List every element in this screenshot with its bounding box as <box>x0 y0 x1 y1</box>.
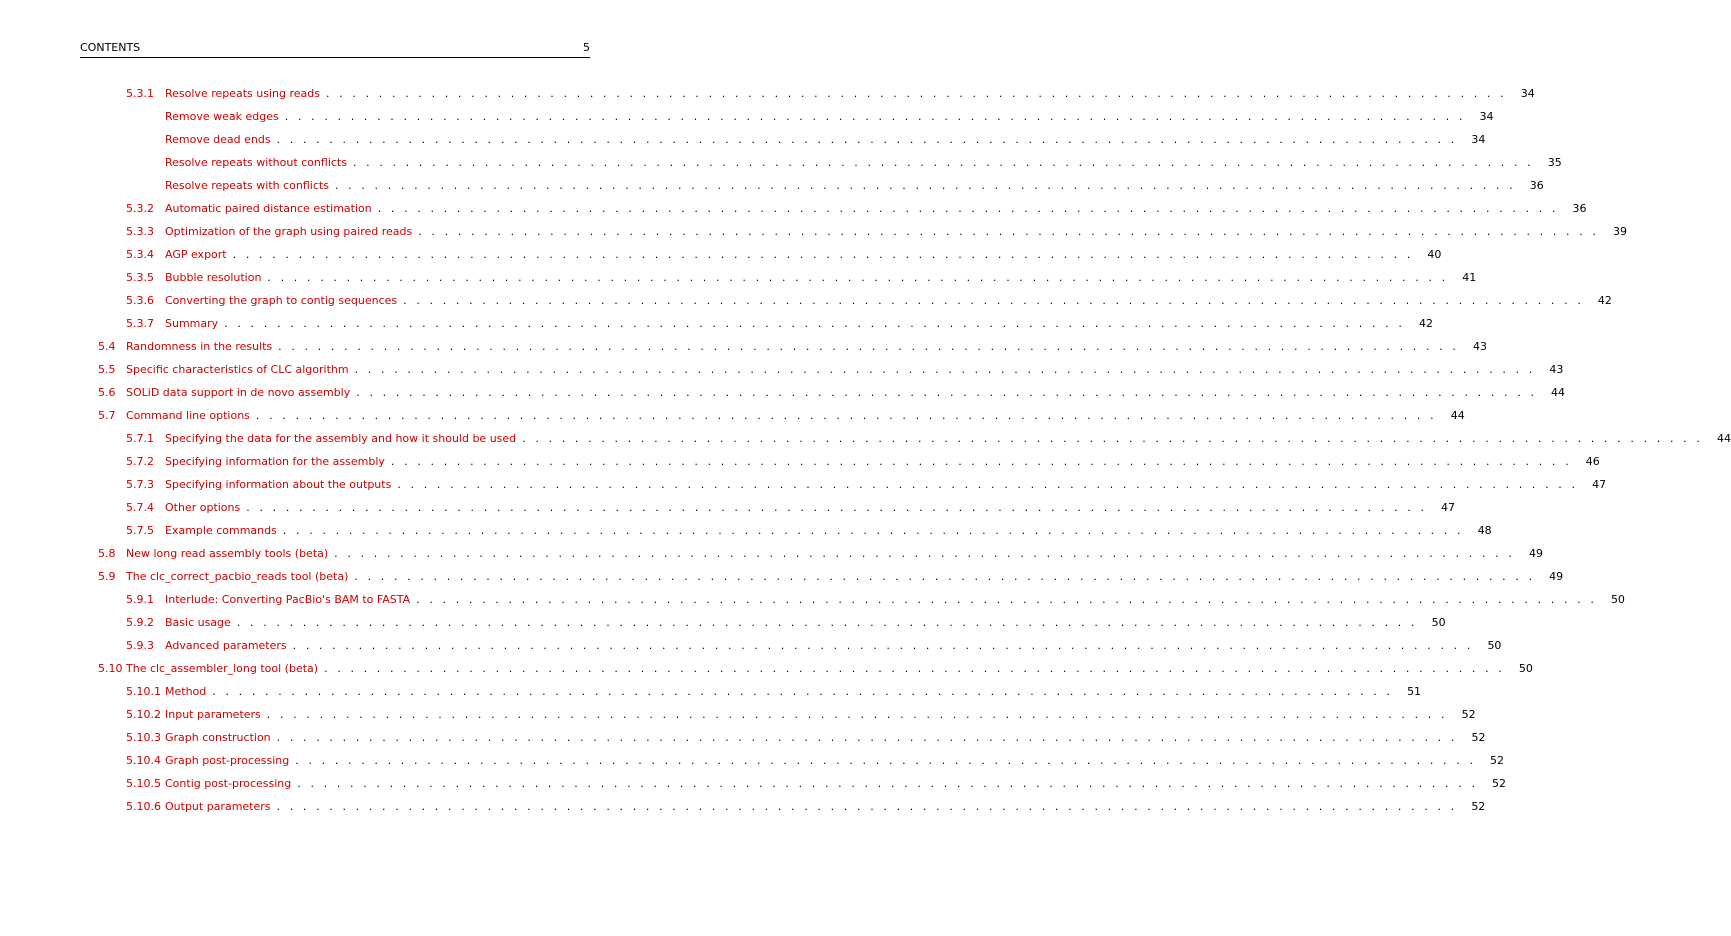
toc-entry-title: AGP export <box>165 248 227 261</box>
toc-entry-page: 50 <box>1487 639 1502 652</box>
toc-entry-title: Graph post-processing <box>165 754 290 767</box>
toc-entry-title: Command line options <box>126 409 250 422</box>
toc-entry-title: Graph construction <box>165 731 271 744</box>
toc-entry-title: The clc_assembler_long tool (beta) <box>126 662 319 675</box>
toc-entry-page: 52 <box>1471 731 1486 744</box>
toc-entry-number: 5.3.2 <box>126 202 154 215</box>
toc-entry-title: Contig post-processing <box>165 777 292 790</box>
toc-entry-number: 5.10.4 <box>126 754 161 767</box>
toc-entry-page: 43 <box>1549 363 1564 376</box>
toc-dot-leader: . . . . . . . . . . . . . . . . . . . . . . . . . . . . . . . . . . . . . . . . . . . . . . . . . . . . . . . . . . . . . . . . . . . . . . . . . . . . . . . . . . . . . . . . . . <box>212 685 1394 698</box>
toc-entry-title: Basic usage <box>165 616 231 629</box>
toc-entry[interactable] <box>98 546 1543 562</box>
toc-entry-number: 5.3.6 <box>126 294 154 307</box>
toc-dot-leader: . . . . . . . . . . . . . . . . . . . . . . . . . . . . . . . . . . . . . . . . . . . . . . . . . . . . . . . . . . . . . . . . . . . . . . . . . . . . . . . . . . . . . . . . . . <box>418 225 1600 238</box>
toc-dot-leader: . . . . . . . . . . . . . . . . . . . . . . . . . . . . . . . . . . . . . . . . . . . . . . . . . . . . . . . . . . . . . . . . . . . . . . . . . . . . . . . . . . . . . . . . . . <box>326 87 1507 100</box>
toc-dot-leader: . . . . . . . . . . . . . . . . . . . . . . . . . . . . . . . . . . . . . . . . . . . . . . . . . . . . . . . . . . . . . . . . . . . . . . . . . . . . . . . . . . . . . . . . . . <box>224 317 1405 330</box>
toc-entry[interactable] <box>126 799 1486 815</box>
toc-dot-leader: . . . . . . . . . . . . . . . . . . . . . . . . . . . . . . . . . . . . . . . . . . . . . . . . . . . . . . . . . . . . . . . . . . . . . . . . . . . . . . . . . . . . . . . . . . <box>295 754 1477 767</box>
toc-entry-number: 5.3.5 <box>126 271 154 284</box>
toc-entry-title: Bubble resolution <box>165 271 262 284</box>
toc-entry-number: 5.9.1 <box>126 593 154 606</box>
toc-dot-leader: . . . . . . . . . . . . . . . . . . . . . . . . . . . . . . . . . . . . . . . . . . . . . . . . . . . . . . . . . . . . . . . . . . . . . . . . . . . . . . . . . . . . . . . . . . <box>354 363 1536 376</box>
toc-entry[interactable] <box>98 339 1487 355</box>
toc-dot-leader: . . . . . . . . . . . . . . . . . . . . . . . . . . . . . . . . . . . . . . . . . . . . . . . . . . . . . . . . . . . . . . . . . . . . . . . . . . . . . . . . . . . . . . . . . . <box>255 409 1437 422</box>
toc-dot-leader: . . . . . . . . . . . . . . . . . . . . . . . . . . . . . . . . . . . . . . . . . . . . . . . . . . . . . . . . . . . . . . . . . . . . . . . . . . . . . . . . . . . . . . . . . . <box>352 156 1534 169</box>
toc-entry-number: 5.7.4 <box>126 501 154 514</box>
toc-dot-leader: . . . . . . . . . . . . . . . . . . . . . . . . . . . . . . . . . . . . . . . . . . . . . . . . . . . . . . . . . . . . . . . . . . . . . . . . . . . . . . . . . . . . . . . . . . <box>236 616 1418 629</box>
toc-entry[interactable] <box>126 638 1502 654</box>
toc-dot-leader: . . . . . . . . . . . . . . . . . . . . . . . . . . . . . . . . . . . . . . . . . . . . . . . . . . . . . . . . . . . . . . . . . . . . . . . . . . . . . . . . . . . . . . . . . . <box>276 731 1458 744</box>
toc-entry-number: 5.7.1 <box>126 432 154 445</box>
toc-entry[interactable] <box>126 684 1422 700</box>
toc-entry-page: 40 <box>1427 248 1442 261</box>
toc-entry-title: Specific characteristics of CLC algorithm <box>126 363 349 376</box>
toc-entry-number: 5.8 <box>98 547 116 560</box>
toc-entry-page: 52 <box>1492 777 1507 790</box>
toc-entry-number: 5.3.4 <box>126 248 154 261</box>
toc-entry-title: Method <box>165 685 207 698</box>
toc-entry[interactable] <box>126 592 1625 608</box>
toc-entry[interactable] <box>165 155 1562 171</box>
toc-entry[interactable] <box>126 431 1731 447</box>
toc-dot-leader: . . . . . . . . . . . . . . . . . . . . . . . . . . . . . . . . . . . . . . . . . . . . . . . . . . . . . . . . . . . . . . . . . . . . . . . . . . . . . . . . . . . . . . . . . . <box>276 800 1458 813</box>
toc-dot-leader: . . . . . . . . . . . . . . . . . . . . . . . . . . . . . . . . . . . . . . . . . . . . . . . . . . . . . . . . . . . . . . . . . . . . . . . . . . . . . . . . . . . . . . . . . . <box>397 478 1579 491</box>
toc-entry-page: 43 <box>1472 340 1487 353</box>
toc-entry-number: 5.3.3 <box>126 225 154 238</box>
toc-entry-title: Interlude: Converting PacBio's BAM to FASTA <box>165 593 411 606</box>
toc-entry-page: 52 <box>1461 708 1476 721</box>
toc-dot-leader: . . . . . . . . . . . . . . . . . . . . . . . . . . . . . . . . . . . . . . . . . . . . . . . . . . . . . . . . . . . . . . . . . . . . . . . . . . . . . . . . . . . . . . . . . . <box>354 570 1536 583</box>
toc-dot-leader: . . . . . . . . . . . . . . . . . . . . . . . . . . . . . . . . . . . . . . . . . . . . . . . . . . . . . . . . . . . . . . . . . . . . . . . . . . . . . . . . . . . . . . . . . . <box>282 524 1464 537</box>
toc-entry-page: 44 <box>1450 409 1465 422</box>
toc-entry-number: 5.10.5 <box>126 777 161 790</box>
toc-entry[interactable] <box>126 270 1477 286</box>
toc-entry-title: The clc_correct_pacbio_reads tool (beta) <box>126 570 349 583</box>
toc-entry-number: 5.9.2 <box>126 616 154 629</box>
toc-entry[interactable] <box>126 730 1486 746</box>
toc-entry-page: 36 <box>1529 179 1544 192</box>
toc-entry-page: 34 <box>1471 133 1486 146</box>
toc-entry-page: 44 <box>1716 432 1731 445</box>
toc-entry[interactable] <box>126 615 1446 631</box>
toc-entry-title: Randomness in the results <box>126 340 273 353</box>
running-head-title: CONTENTS <box>80 41 141 54</box>
toc-entry-page: 34 <box>1520 87 1535 100</box>
toc-entry[interactable] <box>126 224 1628 240</box>
toc-entry[interactable] <box>126 454 1600 470</box>
toc-entry[interactable] <box>126 707 1476 723</box>
toc-entry-page: 46 <box>1585 455 1600 468</box>
toc-entry[interactable] <box>165 132 1486 148</box>
toc-entry[interactable] <box>126 500 1456 516</box>
toc-entry-number: 5.10.3 <box>126 731 161 744</box>
toc-dot-leader: . . . . . . . . . . . . . . . . . . . . . . . . . . . . . . . . . . . . . . . . . . . . . . . . . . . . . . . . . . . . . . . . . . . . . . . . . . . . . . . . . . . . . . . . . . <box>416 593 1597 606</box>
toc-dot-leader: . . . . . . . . . . . . . . . . . . . . . . . . . . . . . . . . . . . . . . . . . . . . . . . . . . . . . . . . . . . . . . . . . . . . . . . . . . . . . . . . . . . . . . . . . . <box>276 133 1458 146</box>
toc-dot-leader: . . . . . . . . . . . . . . . . . . . . . . . . . . . . . . . . . . . . . . . . . . . . . . . . . . . . . . . . . . . . . . . . . . . . . . . . . . . . . . . . . . . . . . . . . . <box>377 202 1559 215</box>
toc-entry-number: 5.7 <box>98 409 116 422</box>
toc-entry[interactable] <box>98 569 1564 585</box>
toc-entry-number: 5.10 <box>98 662 123 675</box>
toc-entry[interactable] <box>98 408 1465 424</box>
toc-entry-title: Converting the graph to contig sequences <box>165 294 398 307</box>
toc-entry[interactable] <box>126 316 1433 332</box>
toc-entry[interactable] <box>165 178 1544 194</box>
toc-entry-number: 5.3.1 <box>126 87 154 100</box>
toc-entry-title: Remove dead ends <box>165 133 271 146</box>
toc-dot-leader: . . . . . . . . . . . . . . . . . . . . . . . . . . . . . . . . . . . . . . . . . . . . . . . . . . . . . . . . . . . . . . . . . . . . . . . . . . . . . . . . . . . . . . . . . . <box>390 455 1572 468</box>
toc-entry[interactable] <box>98 385 1566 401</box>
toc-entry-page: 47 <box>1441 501 1456 514</box>
toc-entry-page: 52 <box>1490 754 1505 767</box>
toc-entry[interactable] <box>126 776 1507 792</box>
toc-entry-page: 51 <box>1407 685 1422 698</box>
toc-entry-title: Other options <box>165 501 241 514</box>
toc-entry-number: 5.5 <box>98 363 116 376</box>
toc-entry-page: 50 <box>1518 662 1533 675</box>
toc-dot-leader: . . . . . . . . . . . . . . . . . . . . . . . . . . . . . . . . . . . . . . . . . . . . . . . . . . . . . . . . . . . . . . . . . . . . . . . . . . . . . . . . . . . . . . . . . . <box>403 294 1584 307</box>
toc-entry-page: 48 <box>1477 524 1492 537</box>
toc-dot-leader: . . . . . . . . . . . . . . . . . . . . . . . . . . . . . . . . . . . . . . . . . . . . . . . . . . . . . . . . . . . . . . . . . . . . . . . . . . . . . . . . . . . . . . . . . . <box>278 340 1459 353</box>
toc-entry-page: 39 <box>1613 225 1628 238</box>
toc-entry-title: Remove weak edges <box>165 110 279 123</box>
toc-entry-number: 5.6 <box>98 386 116 399</box>
toc-entry-page: 49 <box>1528 547 1543 560</box>
toc-entry-page: 50 <box>1431 616 1446 629</box>
toc-entry-page: 34 <box>1479 110 1494 123</box>
toc-dot-leader: . . . . . . . . . . . . . . . . . . . . . . . . . . . . . . . . . . . . . . . . . . . . . . . . . . . . . . . . . . . . . . . . . . . . . . . . . . . . . . . . . . . . . . . . . . <box>284 110 1466 123</box>
toc-entry-page: 42 <box>1418 317 1433 330</box>
toc-dot-leader: . . . . . . . . . . . . . . . . . . . . . . . . . . . . . . . . . . . . . . . . . . . . . . . . . . . . . . . . . . . . . . . . . . . . . . . . . . . . . . . . . . . . . . . . . . <box>292 639 1474 652</box>
toc-entry-number: 5.7.2 <box>126 455 154 468</box>
toc-entry-number: 5.3.7 <box>126 317 154 330</box>
toc-entry-number: 5.7.3 <box>126 478 154 491</box>
toc-entry[interactable] <box>126 201 1587 217</box>
toc-entry[interactable] <box>126 753 1505 769</box>
running-head-page-number: 5 <box>583 41 590 54</box>
toc-entry-page: 47 <box>1592 478 1607 491</box>
toc-entry-title: New long read assembly tools (beta) <box>126 547 329 560</box>
toc-entry-page: 50 <box>1610 593 1625 606</box>
toc-entry-title: Automatic paired distance estimation <box>165 202 372 215</box>
toc-entry-title: Summary <box>165 317 219 330</box>
toc-entry-page: 35 <box>1547 156 1562 169</box>
toc-entry-number: 5.7.5 <box>126 524 154 537</box>
toc-dot-leader: . . . . . . . . . . . . . . . . . . . . . . . . . . . . . . . . . . . . . . . . . . . . . . . . . . . . . . . . . . . . . . . . . . . . . . . . . . . . . . . . . . . . . . . . . . <box>522 432 1703 445</box>
toc-entry-title: SOLiD data support in de novo assembly <box>126 386 351 399</box>
toc-entry-title: Specifying information for the assembly <box>165 455 385 468</box>
toc-entry[interactable] <box>165 109 1494 125</box>
toc-entry[interactable] <box>126 86 1535 102</box>
toc-entry-title: Example commands <box>165 524 277 537</box>
toc-entry-title: Specifying information about the outputs <box>165 478 392 491</box>
toc-entry-title: Resolve repeats using reads <box>165 87 320 100</box>
page-header <box>80 41 590 58</box>
toc-entry-page: 52 <box>1471 800 1486 813</box>
toc-dot-leader: . . . . . . . . . . . . . . . . . . . . . . . . . . . . . . . . . . . . . . . . . . . . . . . . . . . . . . . . . . . . . . . . . . . . . . . . . . . . . . . . . . . . . . . . . . <box>297 777 1479 790</box>
toc-dot-leader: . . . . . . . . . . . . . . . . . . . . . . . . . . . . . . . . . . . . . . . . . . . . . . . . . . . . . . . . . . . . . . . . . . . . . . . . . . . . . . . . . . . . . . . . . . <box>324 662 1505 675</box>
toc-entry-number: 5.9 <box>98 570 116 583</box>
toc-entry-title: Output parameters <box>165 800 271 813</box>
toc-entry[interactable] <box>126 247 1442 263</box>
toc-dot-leader: . . . . . . . . . . . . . . . . . . . . . . . . . . . . . . . . . . . . . . . . . . . . . . . . . . . . . . . . . . . . . . . . . . . . . . . . . . . . . . . . . . . . . . . . . . <box>267 271 1449 284</box>
toc-dot-leader: . . . . . . . . . . . . . . . . . . . . . . . . . . . . . . . . . . . . . . . . . . . . . . . . . . . . . . . . . . . . . . . . . . . . . . . . . . . . . . . . . . . . . . . . . . <box>334 547 1515 560</box>
toc-entry-title: Input parameters <box>165 708 261 721</box>
toc-entry[interactable] <box>98 661 1533 677</box>
toc-entry-title: Resolve repeats with conflicts <box>165 179 329 192</box>
toc-entry[interactable] <box>126 477 1607 493</box>
toc-dot-leader: . . . . . . . . . . . . . . . . . . . . . . . . . . . . . . . . . . . . . . . . . . . . . . . . . . . . . . . . . . . . . . . . . . . . . . . . . . . . . . . . . . . . . . . . . . <box>232 248 1414 261</box>
toc-entry[interactable] <box>126 523 1492 539</box>
toc-entry-page: 49 <box>1549 570 1564 583</box>
toc-entry[interactable] <box>126 293 1612 309</box>
toc-entry[interactable] <box>98 362 1564 378</box>
toc-dot-leader: . . . . . . . . . . . . . . . . . . . . . . . . . . . . . . . . . . . . . . . . . . . . . . . . . . . . . . . . . . . . . . . . . . . . . . . . . . . . . . . . . . . . . . . . . . <box>246 501 1428 514</box>
toc-entry-number: 5.4 <box>98 340 116 353</box>
toc-entry-number: 5.10.6 <box>126 800 161 813</box>
toc-entry-title: Optimization of the graph using paired reads <box>165 225 413 238</box>
toc-dot-leader: . . . . . . . . . . . . . . . . . . . . . . . . . . . . . . . . . . . . . . . . . . . . . . . . . . . . . . . . . . . . . . . . . . . . . . . . . . . . . . . . . . . . . . . . . . <box>266 708 1448 721</box>
toc-entry-page: 36 <box>1572 202 1587 215</box>
toc-dot-leader: . . . . . . . . . . . . . . . . . . . . . . . . . . . . . . . . . . . . . . . . . . . . . . . . . . . . . . . . . . . . . . . . . . . . . . . . . . . . . . . . . . . . . . . . . . <box>356 386 1538 399</box>
toc-entry-page: 42 <box>1597 294 1612 307</box>
toc-entry-number: 5.10.2 <box>126 708 161 721</box>
toc-dot-leader: . . . . . . . . . . . . . . . . . . . . . . . . . . . . . . . . . . . . . . . . . . . . . . . . . . . . . . . . . . . . . . . . . . . . . . . . . . . . . . . . . . . . . . . . . . <box>334 179 1516 192</box>
toc-entry-page: 41 <box>1462 271 1477 284</box>
toc-entry-title: Resolve repeats without conflicts <box>165 156 347 169</box>
toc-entry-title: Advanced parameters <box>165 639 287 652</box>
toc-entry-page: 44 <box>1551 386 1566 399</box>
toc-entry-title: Specifying the data for the assembly and how it should be used <box>165 432 517 445</box>
toc-entry-number: 5.10.1 <box>126 685 161 698</box>
toc-entry-number: 5.9.3 <box>126 639 154 652</box>
